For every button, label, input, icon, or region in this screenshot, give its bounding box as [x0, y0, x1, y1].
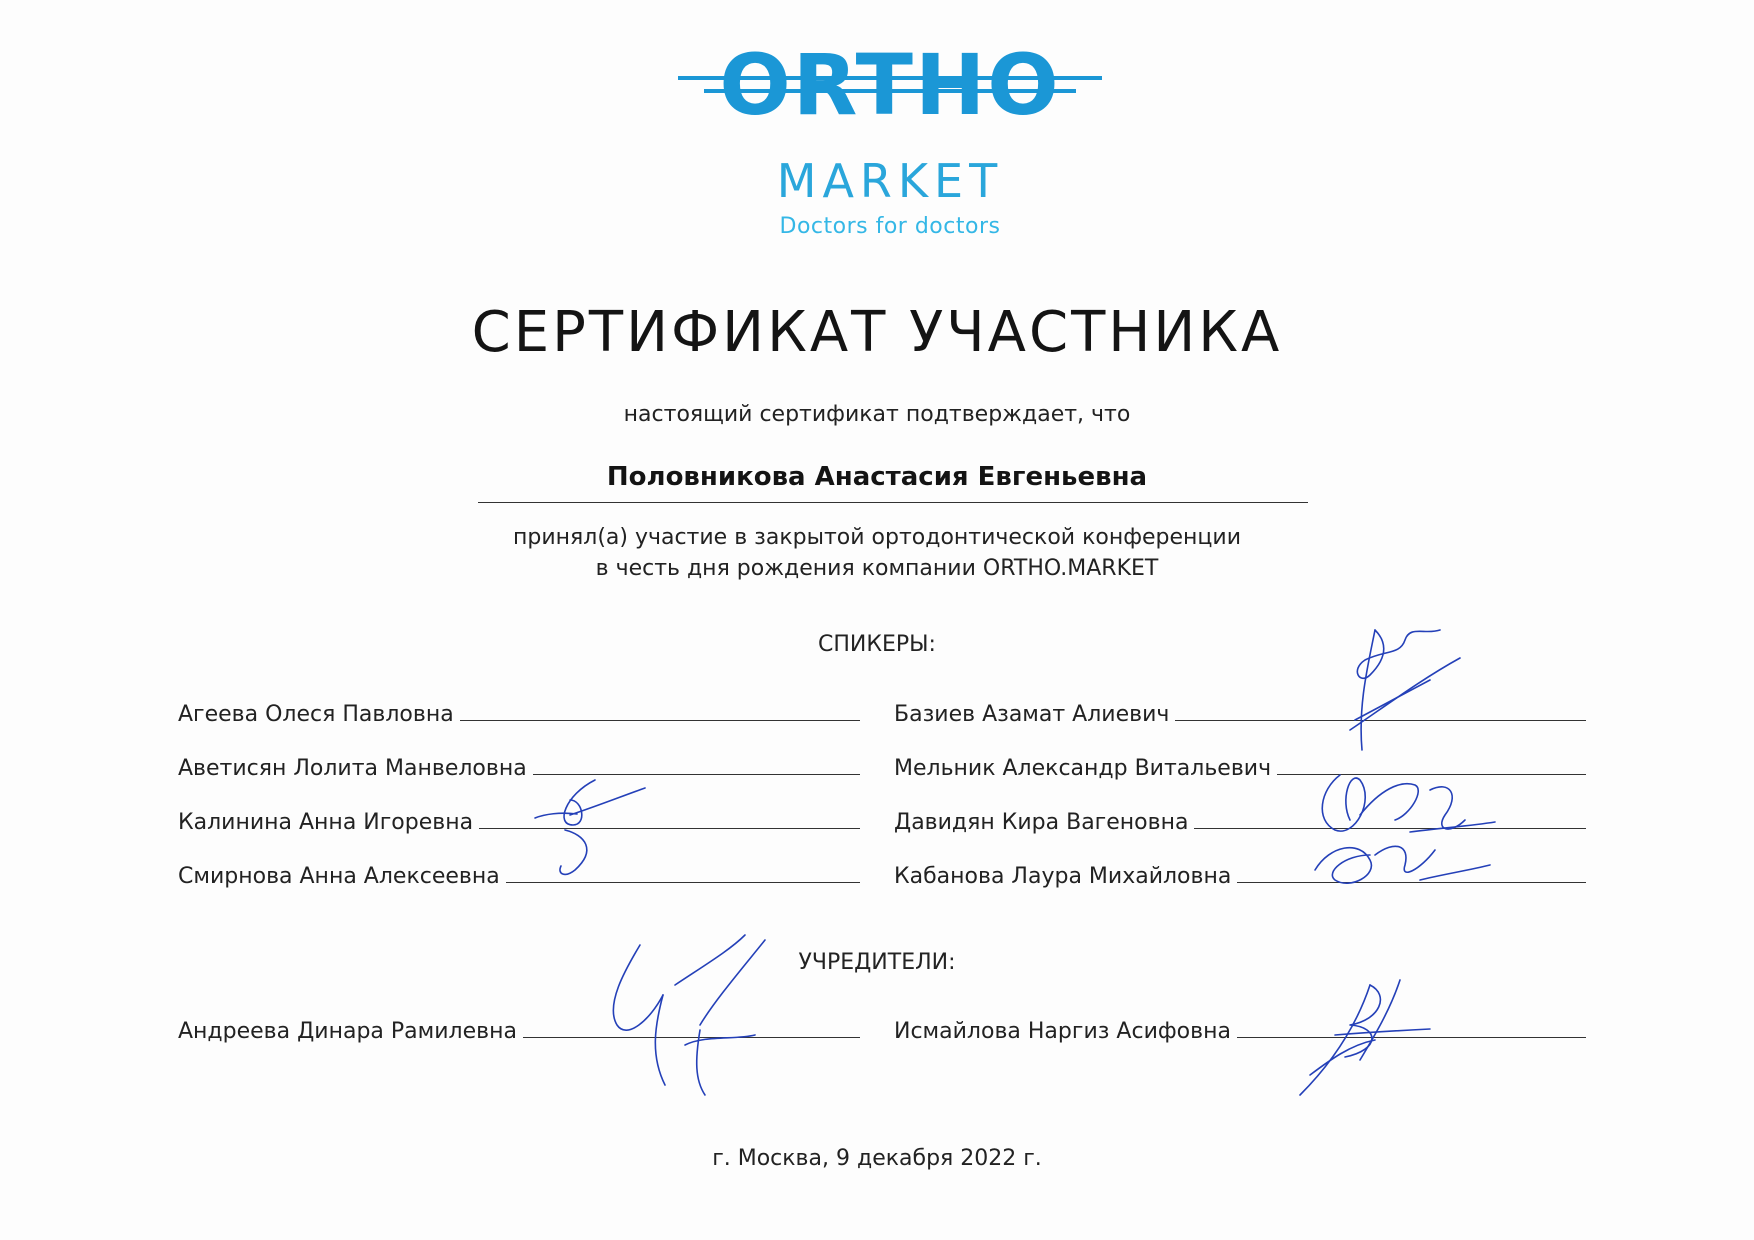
founder-name: Андреева Динара Рамилевна	[178, 1019, 517, 1044]
speaker-row	[178, 855, 860, 889]
certificate-title: СЕРТИФИКАТ УЧАСТНИКА	[471, 300, 1283, 365]
signature-baziev	[1330, 610, 1470, 755]
location-date: г. Москва, 9 декабря 2022 г.	[712, 1146, 1042, 1171]
speaker-name: Агеева Олеся Павловна	[178, 702, 454, 727]
speaker-row	[894, 693, 1586, 727]
certificate-subtitle: настоящий сертификат подтверждает, что	[623, 402, 1131, 427]
ortho-market-logo	[670, 36, 1110, 239]
speaker-name: Мельник Александр Витальевич	[894, 756, 1272, 781]
speaker-name: Базиев Азамат Алиевич	[894, 702, 1170, 727]
statement-line-2: в честь дня рождения компании ORTHO.MARKET	[595, 556, 1159, 581]
logo-market-text: MARKET	[776, 154, 1004, 208]
speaker-name: Смирнова Анна Алексеевна	[178, 864, 500, 889]
signature-line	[506, 882, 860, 883]
signature-davidyan-kabanova	[1300, 760, 1500, 920]
ortho-logo-graphic	[670, 36, 1110, 156]
founder-name: Исмайлова Наргиз Асифовна	[894, 1019, 1231, 1044]
participant-underline	[478, 502, 1308, 503]
participant-name: Половникова Анастасия Евгеньевна	[606, 462, 1148, 492]
speaker-row	[178, 693, 860, 727]
speaker-row	[178, 747, 860, 781]
speaker-name: Калинина Анна Игоревна	[178, 810, 474, 835]
speaker-row	[178, 801, 860, 835]
certificate-statement	[0, 522, 1754, 584]
signature-line	[460, 720, 860, 721]
speaker-name: Аветисян Лолита Манвеловна	[178, 756, 527, 781]
founders-label: УЧРЕДИТЕЛИ:	[798, 950, 956, 975]
logo-tagline: Doctors for doctors	[779, 214, 1001, 239]
speaker-name: Кабанова Лаура Михайловна	[894, 864, 1232, 889]
signature-kalinina	[525, 770, 655, 880]
signature-andreeva	[595, 925, 805, 1105]
founder-row	[894, 1010, 1586, 1044]
speakers-label: СПИКЕРЫ:	[818, 632, 936, 657]
statement-line-1: принял(а) участие в закрытой ортодонтической конференции	[513, 525, 1241, 550]
logo-ortho-text: ORTHO	[719, 36, 1061, 134]
speaker-name: Давидян Кира Вагеновна	[894, 810, 1189, 835]
signature-ismailova	[1280, 975, 1450, 1105]
